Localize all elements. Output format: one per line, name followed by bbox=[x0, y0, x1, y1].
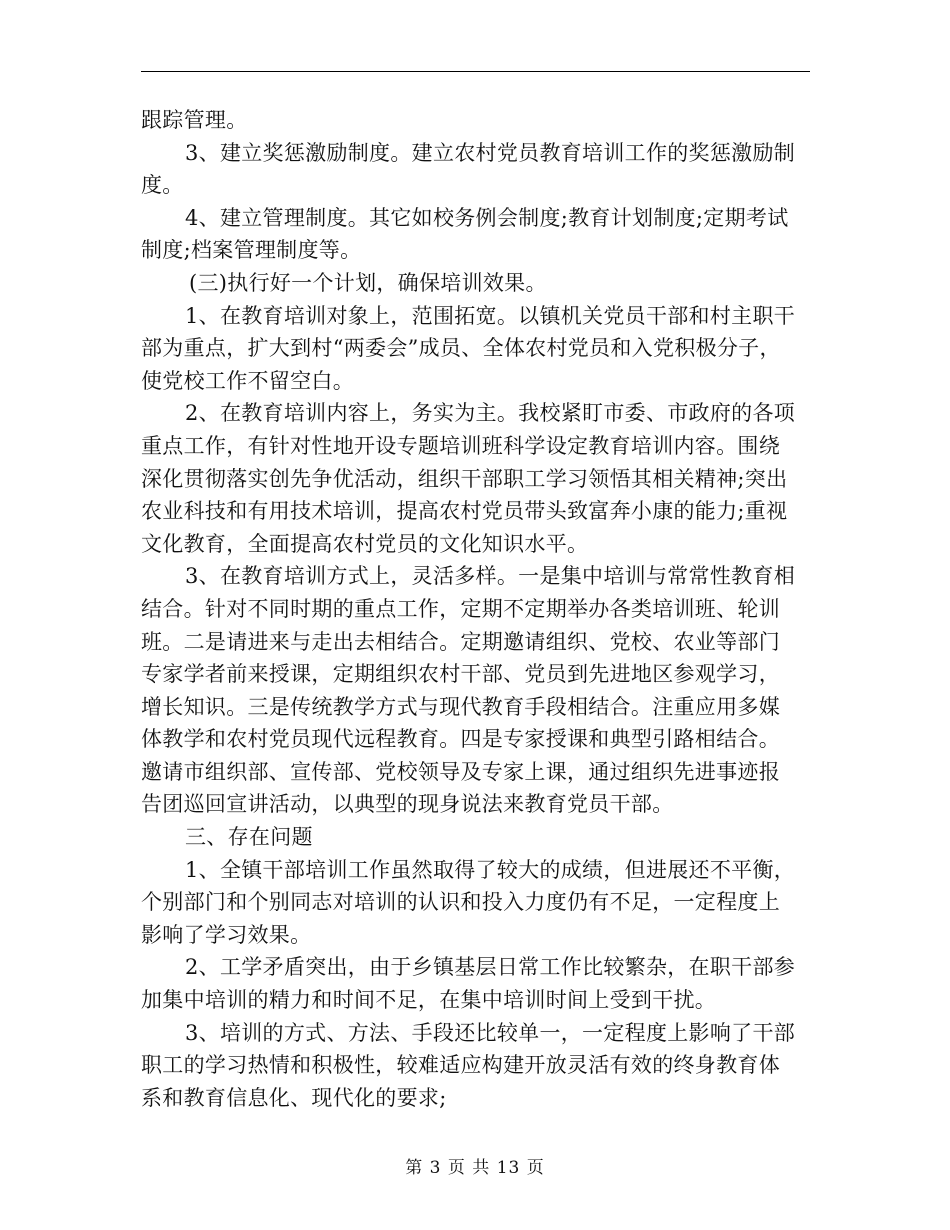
text-line: 文化教育，全面提高农村党员的文化知识水平。 bbox=[141, 531, 589, 556]
paragraph bbox=[141, 397, 810, 560]
text-line: 个别部门和个别同志对培训的认识和投入力度仍有不足，一定程度上 bbox=[141, 890, 780, 915]
paragraph bbox=[141, 300, 810, 398]
text-line: 1、在教育培训对象上，范围拓宽。以镇机关党员干部和村主职干 bbox=[185, 303, 796, 328]
text-line: 班。二是请进来与走出去相结合。定期邀请组织、党校、农业等部门 bbox=[141, 629, 780, 654]
text-line: 三、存在问题 bbox=[185, 825, 313, 850]
text-line: 职工的学习热情和积极性，较难适应构建开放灵活有效的终身教育体 bbox=[141, 1053, 780, 1078]
paragraph bbox=[141, 202, 810, 267]
text-line: 影响了学习效果。 bbox=[141, 922, 312, 947]
text-line: 3、培训的方式、方法、手段还比较单一，一定程度上影响了干部 bbox=[185, 1020, 796, 1045]
paragraph bbox=[141, 560, 810, 821]
text-line: 农业科技和有用技术培训，提高农村党员带头致富奔小康的能力;重视 bbox=[141, 499, 788, 524]
page-number: 第 3 页 共 13 页 bbox=[405, 1158, 545, 1178]
text-line: 重点工作，有针对性地开设专题培训班科学设定教育培训内容。围绕 bbox=[141, 433, 780, 458]
text-line: 2、在教育培训内容上，务实为主。我校紧盯市委、市政府的各项 bbox=[185, 401, 796, 426]
document-body bbox=[141, 104, 810, 1114]
text-line: 专家学者前来授课，定期组织农村干部、党员到先进地区参观学习， bbox=[141, 662, 780, 687]
text-line: 度。 bbox=[141, 173, 184, 198]
text-line: 制度;档案管理制度等。 bbox=[141, 238, 362, 263]
text-line: 3、建立奖惩激励制度。建立农村党员教育培训工作的奖惩激励制 bbox=[185, 140, 796, 165]
text-line: 使党校工作不留空白。 bbox=[141, 368, 354, 393]
text-line: 深化贯彻落实创先争优活动，组织干部职工学习领悟其相关精神;突出 bbox=[141, 466, 788, 491]
text-line: 3、在教育培训方式上，灵活多样。一是集中培训与常常性教育相 bbox=[185, 564, 796, 589]
text-line: 2、工学矛盾突出，由于乡镇基层日常工作比较繁杂，在职干部参 bbox=[185, 955, 796, 980]
text-line: 4、建立管理制度。其它如校务例会制度;教育计划制度;定期考试 bbox=[185, 205, 789, 230]
text-line: 告团巡回宣讲活动，以典型的现身说法来教育党员干部。 bbox=[141, 792, 674, 817]
text-line: 增长知识。三是传统教学方式与现代教育手段相结合。注重应用多媒 bbox=[141, 694, 780, 719]
text-line: 结合。针对不同时期的重点工作，定期不定期举办各类培训班、轮训 bbox=[141, 596, 780, 621]
header-rule bbox=[141, 71, 810, 72]
text-line: 加集中培训的精力和时间不足，在集中培训时间上受到干扰。 bbox=[141, 988, 717, 1013]
text-line: (三)执行好一个计划，确保培训效果。 bbox=[189, 270, 547, 295]
paragraph bbox=[141, 104, 810, 137]
text-line: 跟踪管理。 bbox=[141, 108, 248, 132]
paragraph bbox=[141, 821, 810, 854]
text-line: 系和教育信息化、现代化的要求; bbox=[141, 1085, 447, 1110]
text-line: 部为重点，扩大到村“两委会”成员、全体农村党员和入党积极分子， bbox=[141, 336, 781, 361]
paragraph bbox=[141, 1017, 810, 1115]
section-heading bbox=[141, 267, 810, 300]
paragraph bbox=[141, 951, 810, 1016]
paragraph bbox=[141, 854, 810, 952]
paragraph bbox=[141, 137, 810, 202]
text-line: 1、全镇干部培训工作虽然取得了较大的成绩，但进展还不平衡， bbox=[185, 857, 796, 882]
text-line: 体教学和农村党员现代远程教育。四是专家授课和典型引路相结合。 bbox=[141, 727, 780, 752]
text-line: 邀请市组织部、宣传部、党校领导及专家上课，通过组织先进事迹报 bbox=[141, 759, 780, 784]
